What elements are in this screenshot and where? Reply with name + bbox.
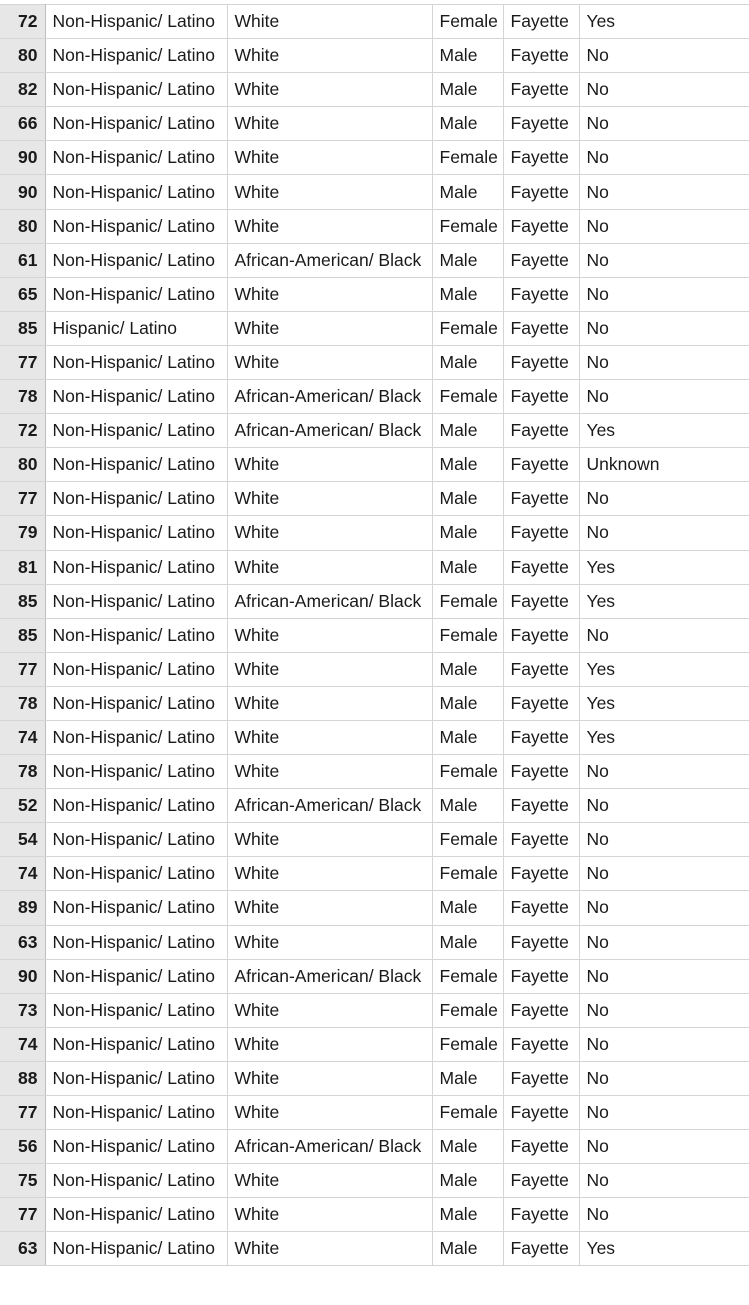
ethnicity-cell[interactable]: Non-Hispanic/ Latino bbox=[45, 175, 227, 209]
ethnicity-cell[interactable]: Non-Hispanic/ Latino bbox=[45, 823, 227, 857]
ethnicity-cell[interactable]: Non-Hispanic/ Latino bbox=[45, 618, 227, 652]
age-cell[interactable]: 85 bbox=[0, 311, 45, 345]
status-cell[interactable]: No bbox=[579, 993, 749, 1027]
age-cell[interactable]: 66 bbox=[0, 107, 45, 141]
table-row bbox=[0, 857, 749, 891]
county-cell[interactable]: Fayette bbox=[503, 380, 579, 414]
race-cell[interactable]: White bbox=[227, 1198, 432, 1232]
table-row bbox=[0, 959, 749, 993]
county-cell[interactable]: Fayette bbox=[503, 175, 579, 209]
table-row bbox=[0, 652, 749, 686]
age-cell[interactable]: 65 bbox=[0, 277, 45, 311]
age-cell[interactable]: 77 bbox=[0, 345, 45, 379]
age-cell[interactable]: 72 bbox=[0, 414, 45, 448]
ethnicity-cell[interactable]: Non-Hispanic/ Latino bbox=[45, 243, 227, 277]
age-cell[interactable]: 54 bbox=[0, 823, 45, 857]
ethnicity-cell[interactable]: Non-Hispanic/ Latino bbox=[45, 1232, 227, 1266]
age-cell[interactable]: 80 bbox=[0, 209, 45, 243]
sex-cell[interactable]: Male bbox=[432, 550, 503, 584]
sex-cell[interactable]: Female bbox=[432, 584, 503, 618]
county-cell[interactable]: Fayette bbox=[503, 311, 579, 345]
ethnicity-cell[interactable]: Non-Hispanic/ Latino bbox=[45, 857, 227, 891]
age-cell[interactable]: 88 bbox=[0, 1061, 45, 1095]
status-cell[interactable]: No bbox=[579, 755, 749, 789]
ethnicity-cell[interactable]: Non-Hispanic/ Latino bbox=[45, 993, 227, 1027]
table-row bbox=[0, 39, 749, 73]
table-row bbox=[0, 5, 749, 39]
race-cell[interactable]: White bbox=[227, 448, 432, 482]
race-cell[interactable]: African-American/ Black bbox=[227, 789, 432, 823]
race-cell[interactable]: African-American/ Black bbox=[227, 243, 432, 277]
age-cell[interactable]: 56 bbox=[0, 1130, 45, 1164]
race-cell[interactable]: White bbox=[227, 925, 432, 959]
status-cell[interactable]: Yes bbox=[579, 720, 749, 754]
county-cell[interactable]: Fayette bbox=[503, 1130, 579, 1164]
county-cell[interactable]: Fayette bbox=[503, 891, 579, 925]
ethnicity-cell[interactable]: Non-Hispanic/ Latino bbox=[45, 448, 227, 482]
race-cell[interactable]: White bbox=[227, 1096, 432, 1130]
table-row bbox=[0, 1164, 749, 1198]
county-cell[interactable]: Fayette bbox=[503, 414, 579, 448]
table-row bbox=[0, 1061, 749, 1095]
sex-cell[interactable]: Male bbox=[432, 789, 503, 823]
status-cell[interactable]: No bbox=[579, 857, 749, 891]
age-cell[interactable]: 90 bbox=[0, 141, 45, 175]
county-cell[interactable]: Fayette bbox=[503, 686, 579, 720]
race-cell[interactable]: White bbox=[227, 720, 432, 754]
ethnicity-cell[interactable]: Non-Hispanic/ Latino bbox=[45, 1061, 227, 1095]
county-cell[interactable]: Fayette bbox=[503, 516, 579, 550]
table-row bbox=[0, 584, 749, 618]
sex-cell[interactable]: Male bbox=[432, 516, 503, 550]
county-cell[interactable]: Fayette bbox=[503, 209, 579, 243]
age-cell[interactable]: 90 bbox=[0, 175, 45, 209]
sex-cell[interactable]: Female bbox=[432, 823, 503, 857]
race-cell[interactable]: White bbox=[227, 107, 432, 141]
age-cell[interactable]: 74 bbox=[0, 1027, 45, 1061]
table-row bbox=[0, 311, 749, 345]
table-row bbox=[0, 277, 749, 311]
ethnicity-cell[interactable]: Non-Hispanic/ Latino bbox=[45, 277, 227, 311]
table-row bbox=[0, 686, 749, 720]
age-cell[interactable]: 80 bbox=[0, 39, 45, 73]
table-row bbox=[0, 720, 749, 754]
sex-cell[interactable]: Female bbox=[432, 755, 503, 789]
status-cell[interactable]: Yes bbox=[579, 584, 749, 618]
sex-cell[interactable]: Female bbox=[432, 380, 503, 414]
county-cell[interactable]: Fayette bbox=[503, 618, 579, 652]
table-row bbox=[0, 618, 749, 652]
race-cell[interactable]: White bbox=[227, 175, 432, 209]
sex-cell[interactable]: Male bbox=[432, 652, 503, 686]
sex-cell[interactable]: Female bbox=[432, 209, 503, 243]
race-cell[interactable]: African-American/ Black bbox=[227, 584, 432, 618]
ethnicity-cell[interactable]: Non-Hispanic/ Latino bbox=[45, 584, 227, 618]
status-cell[interactable]: No bbox=[579, 516, 749, 550]
age-cell[interactable]: 81 bbox=[0, 550, 45, 584]
sex-cell[interactable]: Female bbox=[432, 1096, 503, 1130]
race-cell[interactable]: White bbox=[227, 141, 432, 175]
sex-cell[interactable]: Male bbox=[432, 1130, 503, 1164]
county-cell[interactable]: Fayette bbox=[503, 107, 579, 141]
race-cell[interactable]: African-American/ Black bbox=[227, 959, 432, 993]
age-cell[interactable]: 79 bbox=[0, 516, 45, 550]
table-row bbox=[0, 380, 749, 414]
sex-cell[interactable]: Male bbox=[432, 1198, 503, 1232]
status-cell[interactable]: No bbox=[579, 277, 749, 311]
county-cell[interactable]: Fayette bbox=[503, 345, 579, 379]
status-cell[interactable]: Yes bbox=[579, 550, 749, 584]
status-cell[interactable]: Yes bbox=[579, 686, 749, 720]
table-row bbox=[0, 448, 749, 482]
county-cell[interactable]: Fayette bbox=[503, 720, 579, 754]
race-cell[interactable]: African-American/ Black bbox=[227, 1130, 432, 1164]
county-cell[interactable]: Fayette bbox=[503, 959, 579, 993]
table-row bbox=[0, 175, 749, 209]
race-cell[interactable]: White bbox=[227, 5, 432, 39]
status-cell[interactable]: Unknown bbox=[579, 448, 749, 482]
status-cell[interactable]: No bbox=[579, 1164, 749, 1198]
status-cell[interactable]: Yes bbox=[579, 5, 749, 39]
county-cell[interactable]: Fayette bbox=[503, 1164, 579, 1198]
race-cell[interactable]: White bbox=[227, 73, 432, 107]
spreadsheet-body bbox=[0, 5, 749, 1266]
county-cell[interactable]: Fayette bbox=[503, 73, 579, 107]
status-cell[interactable]: No bbox=[579, 1130, 749, 1164]
sex-cell[interactable]: Female bbox=[432, 959, 503, 993]
table-row bbox=[0, 345, 749, 379]
age-cell[interactable]: 78 bbox=[0, 380, 45, 414]
race-cell[interactable]: White bbox=[227, 1232, 432, 1266]
sex-cell[interactable]: Male bbox=[432, 175, 503, 209]
age-cell[interactable]: 90 bbox=[0, 959, 45, 993]
table-row bbox=[0, 891, 749, 925]
county-cell[interactable]: Fayette bbox=[503, 5, 579, 39]
county-cell[interactable]: Fayette bbox=[503, 482, 579, 516]
county-cell[interactable]: Fayette bbox=[503, 39, 579, 73]
sex-cell[interactable]: Male bbox=[432, 73, 503, 107]
age-cell[interactable]: 89 bbox=[0, 891, 45, 925]
table-row bbox=[0, 516, 749, 550]
sex-cell[interactable]: Male bbox=[432, 345, 503, 379]
county-cell[interactable]: Fayette bbox=[503, 823, 579, 857]
race-cell[interactable]: White bbox=[227, 755, 432, 789]
status-cell[interactable]: No bbox=[579, 959, 749, 993]
age-cell[interactable]: 80 bbox=[0, 448, 45, 482]
table-row bbox=[0, 73, 749, 107]
status-cell[interactable]: No bbox=[579, 925, 749, 959]
sex-cell[interactable]: Female bbox=[432, 311, 503, 345]
ethnicity-cell[interactable]: Non-Hispanic/ Latino bbox=[45, 1164, 227, 1198]
sex-cell[interactable]: Male bbox=[432, 720, 503, 754]
race-cell[interactable]: African-American/ Black bbox=[227, 414, 432, 448]
status-cell[interactable]: No bbox=[579, 243, 749, 277]
sex-cell[interactable]: Male bbox=[432, 891, 503, 925]
age-cell[interactable]: 77 bbox=[0, 652, 45, 686]
sex-cell[interactable]: Female bbox=[432, 5, 503, 39]
age-cell[interactable]: 78 bbox=[0, 686, 45, 720]
sex-cell[interactable]: Female bbox=[432, 993, 503, 1027]
spreadsheet-grid bbox=[0, 4, 749, 1266]
ethnicity-cell[interactable]: Non-Hispanic/ Latino bbox=[45, 5, 227, 39]
sex-cell[interactable]: Male bbox=[432, 1232, 503, 1266]
ethnicity-cell[interactable]: Non-Hispanic/ Latino bbox=[45, 1096, 227, 1130]
race-cell[interactable]: White bbox=[227, 1027, 432, 1061]
county-cell[interactable]: Fayette bbox=[503, 584, 579, 618]
ethnicity-cell[interactable]: Hispanic/ Latino bbox=[45, 311, 227, 345]
status-cell[interactable]: No bbox=[579, 1096, 749, 1130]
table-row bbox=[0, 1027, 749, 1061]
age-cell[interactable]: 77 bbox=[0, 1198, 45, 1232]
race-cell[interactable]: White bbox=[227, 516, 432, 550]
table-row bbox=[0, 1198, 749, 1232]
table-row bbox=[0, 1232, 749, 1266]
ethnicity-cell[interactable]: Non-Hispanic/ Latino bbox=[45, 1130, 227, 1164]
status-cell[interactable]: No bbox=[579, 618, 749, 652]
county-cell[interactable]: Fayette bbox=[503, 1096, 579, 1130]
sex-cell[interactable]: Female bbox=[432, 857, 503, 891]
sex-cell[interactable]: Male bbox=[432, 482, 503, 516]
status-cell[interactable]: Yes bbox=[579, 1232, 749, 1266]
sex-cell[interactable]: Female bbox=[432, 618, 503, 652]
status-cell[interactable]: No bbox=[579, 1198, 749, 1232]
table-row bbox=[0, 107, 749, 141]
table-row bbox=[0, 209, 749, 243]
status-cell[interactable]: No bbox=[579, 1027, 749, 1061]
age-cell[interactable]: 72 bbox=[0, 5, 45, 39]
age-cell[interactable]: 77 bbox=[0, 482, 45, 516]
ethnicity-cell[interactable]: Non-Hispanic/ Latino bbox=[45, 755, 227, 789]
sex-cell[interactable]: Male bbox=[432, 925, 503, 959]
county-cell[interactable]: Fayette bbox=[503, 1061, 579, 1095]
status-cell[interactable]: No bbox=[579, 209, 749, 243]
table-row bbox=[0, 1130, 749, 1164]
county-cell[interactable]: Fayette bbox=[503, 1198, 579, 1232]
sex-cell[interactable]: Male bbox=[432, 107, 503, 141]
ethnicity-cell[interactable]: Non-Hispanic/ Latino bbox=[45, 414, 227, 448]
table-row bbox=[0, 1096, 749, 1130]
race-cell[interactable]: White bbox=[227, 1164, 432, 1198]
age-cell[interactable]: 85 bbox=[0, 618, 45, 652]
table-row bbox=[0, 823, 749, 857]
ethnicity-cell[interactable]: Non-Hispanic/ Latino bbox=[45, 345, 227, 379]
sex-cell[interactable]: Male bbox=[432, 39, 503, 73]
age-cell[interactable]: 74 bbox=[0, 857, 45, 891]
ethnicity-cell[interactable]: Non-Hispanic/ Latino bbox=[45, 720, 227, 754]
table-row bbox=[0, 993, 749, 1027]
table-row bbox=[0, 414, 749, 448]
ethnicity-cell[interactable]: Non-Hispanic/ Latino bbox=[45, 73, 227, 107]
age-cell[interactable]: 61 bbox=[0, 243, 45, 277]
race-cell[interactable]: White bbox=[227, 482, 432, 516]
table-row bbox=[0, 755, 749, 789]
status-cell[interactable]: No bbox=[579, 141, 749, 175]
county-cell[interactable]: Fayette bbox=[503, 789, 579, 823]
race-cell[interactable]: White bbox=[227, 618, 432, 652]
table-row bbox=[0, 925, 749, 959]
race-cell[interactable]: White bbox=[227, 857, 432, 891]
status-cell[interactable]: No bbox=[579, 482, 749, 516]
race-cell[interactable]: White bbox=[227, 39, 432, 73]
status-cell[interactable]: No bbox=[579, 1061, 749, 1095]
age-cell[interactable]: 52 bbox=[0, 789, 45, 823]
status-cell[interactable]: No bbox=[579, 380, 749, 414]
county-cell[interactable]: Fayette bbox=[503, 243, 579, 277]
race-cell[interactable]: White bbox=[227, 277, 432, 311]
race-cell[interactable]: African-American/ Black bbox=[227, 380, 432, 414]
sex-cell[interactable]: Male bbox=[432, 1164, 503, 1198]
county-cell[interactable]: Fayette bbox=[503, 141, 579, 175]
status-cell[interactable]: No bbox=[579, 345, 749, 379]
age-cell[interactable]: 77 bbox=[0, 1096, 45, 1130]
sex-cell[interactable]: Male bbox=[432, 448, 503, 482]
ethnicity-cell[interactable]: Non-Hispanic/ Latino bbox=[45, 39, 227, 73]
ethnicity-cell[interactable]: Non-Hispanic/ Latino bbox=[45, 891, 227, 925]
race-cell[interactable]: White bbox=[227, 993, 432, 1027]
table-row bbox=[0, 141, 749, 175]
county-cell[interactable]: Fayette bbox=[503, 448, 579, 482]
status-cell[interactable]: Yes bbox=[579, 652, 749, 686]
table-row bbox=[0, 243, 749, 277]
status-cell[interactable]: No bbox=[579, 107, 749, 141]
race-cell[interactable]: White bbox=[227, 823, 432, 857]
county-cell[interactable]: Fayette bbox=[503, 755, 579, 789]
age-cell[interactable]: 63 bbox=[0, 1232, 45, 1266]
status-cell[interactable]: Yes bbox=[579, 414, 749, 448]
county-cell[interactable]: Fayette bbox=[503, 993, 579, 1027]
age-cell[interactable]: 82 bbox=[0, 73, 45, 107]
county-cell[interactable]: Fayette bbox=[503, 277, 579, 311]
race-cell[interactable]: White bbox=[227, 550, 432, 584]
sex-cell[interactable]: Male bbox=[432, 243, 503, 277]
ethnicity-cell[interactable]: Non-Hispanic/ Latino bbox=[45, 1027, 227, 1061]
status-cell[interactable]: No bbox=[579, 73, 749, 107]
ethnicity-cell[interactable]: Non-Hispanic/ Latino bbox=[45, 107, 227, 141]
status-cell[interactable]: No bbox=[579, 39, 749, 73]
county-cell[interactable]: Fayette bbox=[503, 550, 579, 584]
status-cell[interactable]: No bbox=[579, 823, 749, 857]
table-row bbox=[0, 482, 749, 516]
sex-cell[interactable]: Male bbox=[432, 414, 503, 448]
ethnicity-cell[interactable]: Non-Hispanic/ Latino bbox=[45, 209, 227, 243]
ethnicity-cell[interactable]: Non-Hispanic/ Latino bbox=[45, 959, 227, 993]
ethnicity-cell[interactable]: Non-Hispanic/ Latino bbox=[45, 789, 227, 823]
county-cell[interactable]: Fayette bbox=[503, 652, 579, 686]
county-cell[interactable]: Fayette bbox=[503, 1027, 579, 1061]
sex-cell[interactable]: Male bbox=[432, 277, 503, 311]
race-cell[interactable]: White bbox=[227, 311, 432, 345]
ethnicity-cell[interactable]: Non-Hispanic/ Latino bbox=[45, 550, 227, 584]
county-cell[interactable]: Fayette bbox=[503, 857, 579, 891]
race-cell[interactable]: White bbox=[227, 1061, 432, 1095]
county-cell[interactable]: Fayette bbox=[503, 1232, 579, 1266]
status-cell[interactable]: No bbox=[579, 891, 749, 925]
table-row bbox=[0, 550, 749, 584]
table-row bbox=[0, 789, 749, 823]
ethnicity-cell[interactable]: Non-Hispanic/ Latino bbox=[45, 686, 227, 720]
race-cell[interactable]: White bbox=[227, 686, 432, 720]
sex-cell[interactable]: Male bbox=[432, 1061, 503, 1095]
age-cell[interactable]: 74 bbox=[0, 720, 45, 754]
ethnicity-cell[interactable]: Non-Hispanic/ Latino bbox=[45, 141, 227, 175]
sex-cell[interactable]: Female bbox=[432, 141, 503, 175]
county-cell[interactable]: Fayette bbox=[503, 925, 579, 959]
sex-cell[interactable]: Male bbox=[432, 686, 503, 720]
status-cell[interactable]: No bbox=[579, 311, 749, 345]
ethnicity-cell[interactable]: Non-Hispanic/ Latino bbox=[45, 380, 227, 414]
age-cell[interactable]: 75 bbox=[0, 1164, 45, 1198]
sex-cell[interactable]: Female bbox=[432, 1027, 503, 1061]
race-cell[interactable]: White bbox=[227, 891, 432, 925]
ethnicity-cell[interactable]: Non-Hispanic/ Latino bbox=[45, 925, 227, 959]
age-cell[interactable]: 78 bbox=[0, 755, 45, 789]
age-cell[interactable]: 63 bbox=[0, 925, 45, 959]
race-cell[interactable]: White bbox=[227, 209, 432, 243]
race-cell[interactable]: White bbox=[227, 345, 432, 379]
ethnicity-cell[interactable]: Non-Hispanic/ Latino bbox=[45, 482, 227, 516]
ethnicity-cell[interactable]: Non-Hispanic/ Latino bbox=[45, 652, 227, 686]
age-cell[interactable]: 85 bbox=[0, 584, 45, 618]
age-cell[interactable]: 73 bbox=[0, 993, 45, 1027]
status-cell[interactable]: No bbox=[579, 789, 749, 823]
ethnicity-cell[interactable]: Non-Hispanic/ Latino bbox=[45, 1198, 227, 1232]
status-cell[interactable]: No bbox=[579, 175, 749, 209]
race-cell[interactable]: White bbox=[227, 652, 432, 686]
ethnicity-cell[interactable]: Non-Hispanic/ Latino bbox=[45, 516, 227, 550]
